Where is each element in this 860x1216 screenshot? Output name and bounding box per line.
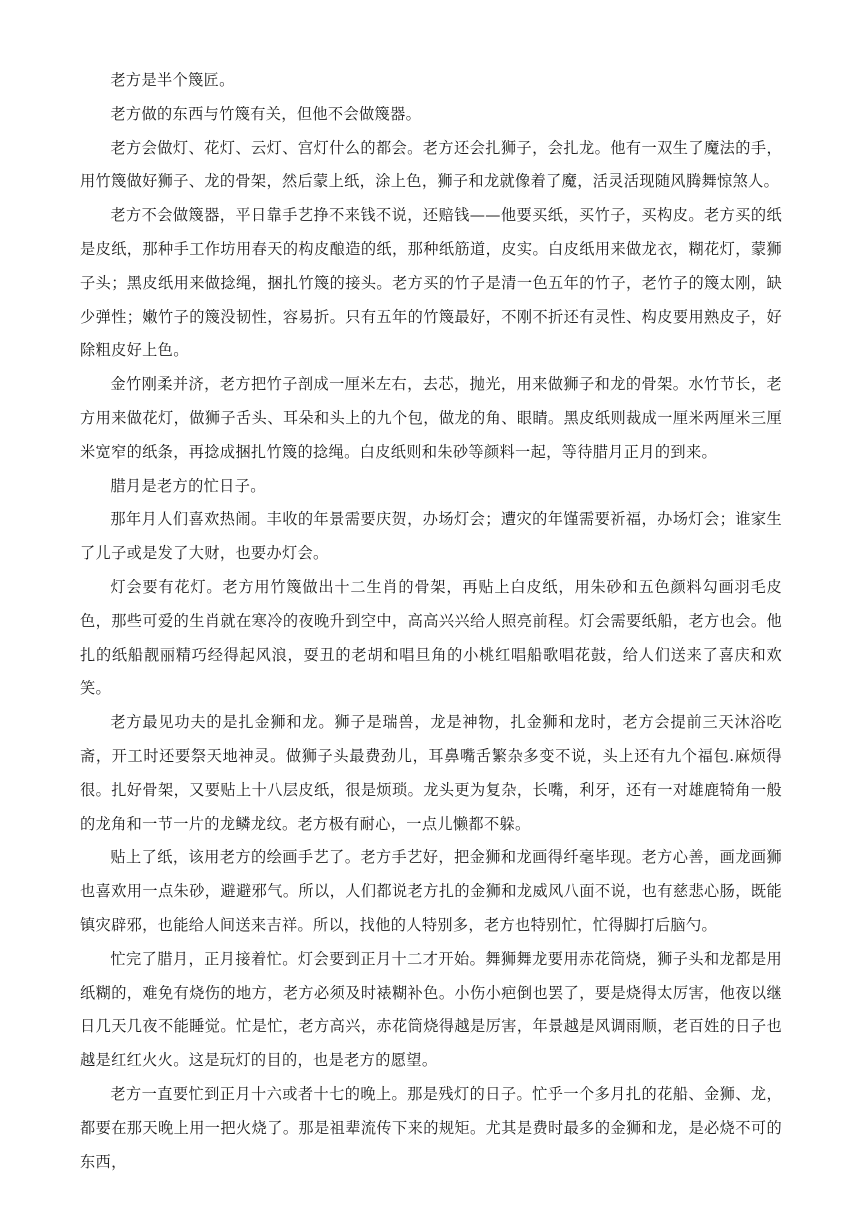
paragraph: 老方做的东西与竹篾有关，但他不会做篾器。: [110, 104, 422, 123]
paragraph: 老方一直要忙到正月十六或者十七的晚上。那是残灯的日子。忙乎一个多月扎的花船、金狮、龙，都要在那天晚上用一把火烧了。那是祖辈流传下来的规矩。尤其是费时最多的金狮和龙，是必烧不可的东西，: [80, 1084, 782, 1171]
paragraph: 灯会要有花灯。老方用竹篾做出十二生肖的骨架，再贴上白皮纸，用朱砂和五色颜料勾画羽毛皮色，那些可爱的生肖就在寒冷的夜晚升到空中，高高兴兴给人照亮前程。灯会需要纸船，老方也会。他扎的纸船靓丽精巧经得起风浪，耍丑的老胡和唱旦角的小桃红唱船歌唱花鼓，给人们送来了喜庆和欢笑。: [80, 577, 782, 698]
paragraph: 那年月人们喜欢热闹。丰收的年景需要庆贺，办场灯会；遭灾的年馑需要祈福，办场灯会；谁家生了儿子或是发了大财，也要办灯会。: [80, 510, 782, 563]
paragraph: 老方不会做篾器，平日靠手艺挣不来钱不说，还赔钱——他要买纸，买竹子，买构皮。老方买的纸是皮纸，那种手工作坊用春天的构皮酿造的纸，那种纸筋道，皮实。白皮纸用来做龙衣，糊花灯，蒙狮子头；黑皮纸用来做捻绳，捆扎竹篾的接头。老方买的竹子是清一色五年的竹子，老竹子的篾太刚，缺少弹性；嫩竹子的篾没韧性，容易折。只有五年的竹篾最好，不刚不折还有灵性、构皮要用熟皮子，好除粗皮好上色。: [80, 206, 782, 360]
paragraph: 老方会做灯、花灯、云灯、宫灯什么的都会。老方还会扎狮子，会扎龙。他有一双生了魔法的手，用竹篾做好狮子、龙的骨架，然后蒙上纸，涂上色，狮子和龙就像着了魔，活灵活现随风腾舞惊煞人。: [80, 138, 782, 191]
paragraph: 老方最见功夫的是扎金狮和龙。狮子是瑞兽，龙是神物，扎金狮和龙时，老方会提前三天沐浴吃斋，开工时还要祭天地神灵。做狮子头最费劲儿，耳鼻嘴舌繁杂多变不说，头上还有九个福包.麻烦得很。扎好骨架，又要贴上十八层皮纸，很是烦琐。龙头更为复杂，长嘴，利牙，还有一对雄鹿犄角一般的龙角和一节一片的龙鳞龙纹。老方极有耐心，一点儿懒都不躲。: [80, 713, 782, 833]
paragraph: 老方是半个篾匠。: [110, 71, 235, 89]
paragraph: 忙完了腊月，正月接着忙。灯会要到正月十二才开始。舞狮舞龙要用赤花筒烧，狮子头和龙都是用纸糊的，难免有烧伤的地方，老方必须及时裱糊补色。小伤小疤倒也罢了，要是烧得太厉害，他夜以继日几天几夜不能睡觉。忙是忙，老方高兴，赤花筒烧得越是厉害，年景越是风调雨顺，老百姓的日子也越是红红火火。这是玩灯的目的，也是老方的愿望。: [80, 949, 782, 1070]
article-body: [80, 64, 782, 1179]
paragraph: 贴上了纸，该用老方的绘画手艺了。老方手艺好，把金狮和龙画得纤毫毕现。老方心善，画龙画狮也喜欢用一点朱砂，避避邪气。所以，人们都说老方扎的金狮和龙威风八面不说，也有慈悲心肠，既能镇灾辟邪，也能给人间送来吉祥。所以，找他的人特别多，老方也特别忙，忙得脚打后脑勺。: [80, 848, 782, 934]
paragraph: 腊月是老方的忙日子。: [110, 476, 266, 495]
paragraph: 金竹刚柔并济，老方把竹子剖成一厘米左右，去芯，抛光，用来做狮子和龙的骨架。水竹节长，老方用来做花灯，做狮子舌头、耳朵和头上的九个包，做龙的角、眼睛。黑皮纸则裁成一厘米两厘米三厘米宽窄的纸条，再捻成捆扎竹篾的捻绳。白皮纸则和朱砂等颜料一起，等待腊月正月的到来。: [80, 375, 782, 461]
